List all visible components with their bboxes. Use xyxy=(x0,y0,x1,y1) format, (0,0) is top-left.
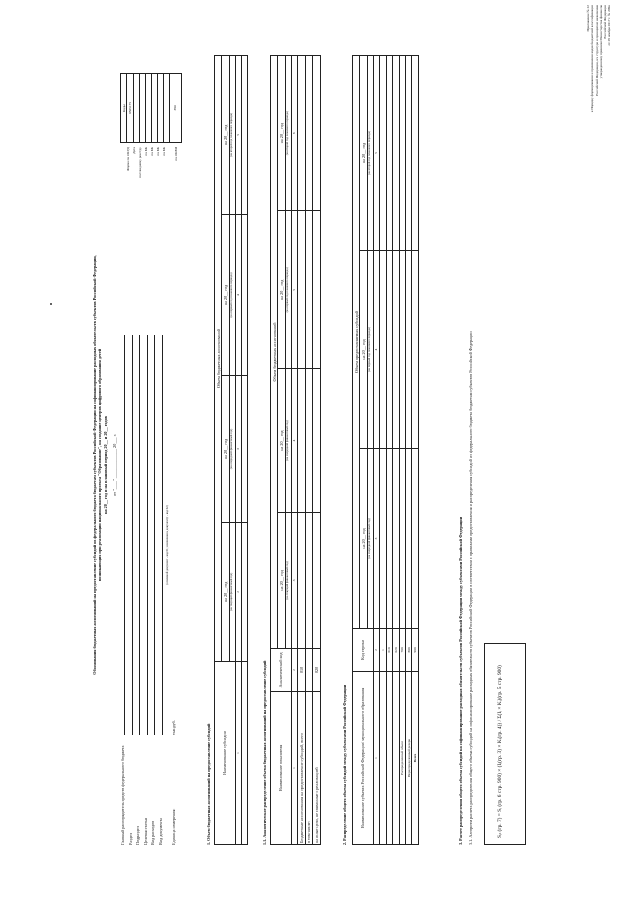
col-header-name: Наименование субъекта Российской Федерации/ муниципального образования xyxy=(353,672,374,845)
fill-line xyxy=(124,335,125,735)
col-number: 3 xyxy=(291,512,297,648)
col-header-code: Код строки xyxy=(353,629,374,672)
section1-title: 1. Объем бюджетных ассигнований на предоставление субсидий xyxy=(206,723,211,845)
header-field-row xyxy=(158,325,166,845)
data-cell xyxy=(412,250,418,448)
codes-row-label: Дата xyxy=(132,147,136,154)
col-number: 4 xyxy=(291,369,297,513)
fill-line xyxy=(154,335,155,735)
period-header: на 20__ год xyxy=(360,449,367,629)
row-name: Распределенный объем xyxy=(399,672,405,845)
period-header: на 20__ год xyxy=(360,56,367,251)
codes-header: Коды xyxy=(121,74,127,143)
col-header-code: Аналитический код xyxy=(271,649,292,692)
data-cell xyxy=(298,512,305,648)
appendix-line: Российской Федерации, их структуре и принципам назначения xyxy=(594,5,599,96)
col-number: 1 xyxy=(235,662,241,845)
data-cell xyxy=(298,56,305,211)
period-sub: (на очередной финансовый год) xyxy=(229,376,235,523)
fill-line xyxy=(162,335,163,735)
row-code: 1 xyxy=(380,629,386,672)
data-cell xyxy=(412,56,418,251)
header-field-row xyxy=(135,325,143,845)
row-code: 900 xyxy=(412,629,418,672)
units-row xyxy=(171,325,179,845)
data-cell xyxy=(313,211,320,369)
col-number: 2 xyxy=(235,522,241,661)
data-cell xyxy=(242,214,248,375)
col-header-name: Наименование субсидии xyxy=(215,662,236,845)
units-label: Единица измерения: xyxy=(171,808,177,845)
formula-box xyxy=(484,643,526,845)
data-cell xyxy=(412,449,418,629)
codes-value: 384 xyxy=(169,74,181,143)
header-field-label: Главный распорядитель средств федерального бюджета xyxy=(120,745,125,845)
col-number: 3 xyxy=(373,449,379,629)
row-code: 010 xyxy=(386,629,392,672)
header-field-row xyxy=(150,325,158,845)
codes-row-label: по БК xyxy=(144,147,148,156)
section11-table xyxy=(270,55,321,845)
codes-row-label: по БК xyxy=(162,147,166,156)
section11-title: 1.1. Аналитическое распределение объема бюджетных ассигнований на предоставление субсидий xyxy=(262,660,267,845)
appendix-number: Приложение № 22 xyxy=(586,5,590,32)
data-cell xyxy=(242,376,248,523)
fill-line xyxy=(139,335,140,735)
appendix-line: от 29 ноября 2017 г. № 209н xyxy=(607,5,612,46)
period-header: на 20__ год xyxy=(278,211,285,369)
period-header: на 20__ год xyxy=(360,250,367,448)
codes-form-label: Форма по ОКУД xyxy=(126,147,130,171)
period-sub: (на очередной финансовый год) xyxy=(285,369,291,513)
codes-row-label: по БК xyxy=(156,147,160,156)
section3-title: 3. Расчет распределения общего объема субсидий на софинансирование расходных обязательств субъектов Российской Федерации между субъектами Российской Федерации xyxy=(458,516,463,845)
period-sub: (на второй год планового периода) xyxy=(285,56,291,211)
col-group-header: Объем предоставляемых субсидий xyxy=(353,56,360,629)
data-cell xyxy=(242,662,248,845)
data-cell xyxy=(305,211,312,369)
scan-mark xyxy=(50,303,52,305)
data-cell xyxy=(305,512,312,648)
data-cell xyxy=(298,211,305,369)
appendix-line: Российской Федерации xyxy=(603,5,607,39)
title-line-2: возникающих при реализации национального проекта "Образование", на создание центров цифрового образования детей xyxy=(97,348,103,582)
col-number: 5 xyxy=(291,211,297,369)
row-name: Нераспределенный резерв xyxy=(406,672,412,845)
document-date: от "____" ______________ 20___ г. xyxy=(112,434,117,496)
title-line-3: на 20__ год и на плановый период 20__ и 20__ годов xyxy=(102,416,108,514)
header-field-row xyxy=(120,325,128,845)
data-cell xyxy=(305,56,312,211)
data-cell xyxy=(313,56,320,211)
col-number: 6 xyxy=(291,56,297,211)
col-group-header: Объем бюджетных ассигнований xyxy=(215,56,222,662)
codes-row-label: по Сводному реестру xyxy=(138,147,142,178)
period-sub: (на первый год планового периода) xyxy=(229,214,235,375)
period-sub: (на текущий финансовый год) xyxy=(229,522,235,661)
header-field-label: Целевая статья xyxy=(142,818,148,845)
codes-row-label: по БК xyxy=(150,147,154,156)
units-value: тыс.руб. xyxy=(171,720,177,735)
period-header: на 20__ год xyxy=(222,56,229,215)
col-number: 1 xyxy=(291,692,297,845)
header-field-row xyxy=(128,325,136,845)
period-header: на 20__ год xyxy=(278,369,285,513)
header-fields xyxy=(120,325,179,845)
appendix-line: утвержденному приказом Министерства финансов xyxy=(598,5,603,79)
col-number: 2 xyxy=(291,649,297,692)
header-field-label: Вид расходов xyxy=(150,820,156,845)
col-header-name: Наименование показателя xyxy=(271,692,292,845)
col-number: 2 xyxy=(373,629,379,672)
period-header: на 20__ год xyxy=(278,56,285,211)
header-field-label: Вид документа xyxy=(157,818,163,845)
appendix-line: к Порядку формирования и применения кодов бюджетной классификации xyxy=(590,5,595,113)
data-cell xyxy=(313,512,320,648)
document-title xyxy=(92,85,108,845)
row-name: Бюджетные ассигнования на предоставление субсидий, всего xyxy=(298,692,305,845)
section3-subtitle: 3.1. Алгоритм расчета распределения общего объема субсидий на софинансирование расходных обязательств субъектов Российской Федерации в соответствии с правилами предоставления и распределения субсидий из федерального бюджета бюджетам субъектов Российской Федерации xyxy=(468,331,473,845)
data-cell xyxy=(242,56,248,215)
data-cell xyxy=(313,369,320,513)
appendix-note xyxy=(586,5,612,205)
row-code: 700 xyxy=(399,629,405,672)
col-number: 5 xyxy=(235,56,241,215)
period-header: на 20__ год xyxy=(222,214,229,375)
row-name: на иные цели, не связанные с реализацией xyxy=(313,692,320,845)
period-header: на 20__ год xyxy=(222,522,229,661)
row-code xyxy=(305,649,312,692)
row-code: 020 xyxy=(393,629,399,672)
period-sub: (на первый год планового периода) xyxy=(367,250,373,448)
period-sub: (на текущий финансовый год) xyxy=(285,512,291,648)
row-code: 020 xyxy=(313,649,320,692)
row-name: Всего xyxy=(412,672,418,845)
row-code: 010 xyxy=(298,649,305,692)
col-number: 4 xyxy=(235,214,241,375)
data-cell xyxy=(298,369,305,513)
col-number: 5 xyxy=(373,56,379,251)
period-sub: (на второй год планового периода) xyxy=(367,56,373,251)
codes-row-label: по ОКЕИ xyxy=(174,147,178,161)
period-header: на 20__ год xyxy=(222,376,229,523)
fill-line xyxy=(132,335,133,735)
fill-line xyxy=(147,335,148,735)
codes-table xyxy=(120,73,182,143)
header-field-row xyxy=(143,325,151,845)
header-field-label: Подраздел xyxy=(135,826,141,845)
col-number: 1 xyxy=(373,672,379,845)
col-number: 3 xyxy=(235,376,241,523)
data-cell xyxy=(305,369,312,513)
row-name: в том числе: xyxy=(305,692,312,845)
codes-labels xyxy=(120,147,180,205)
title-line-1: Обоснования бюджетных ассигнований на предоставление субсидий из федерального бюджета бюджетам субъектов Российской Федерации на софинансирование расходных обязательств субъектов Российской Федерации, xyxy=(92,255,97,675)
period-sub: (на второй год планового периода) xyxy=(229,56,235,215)
col-group-header: Объем бюджетных ассигнований xyxy=(271,56,278,649)
period-header: на 20__ год xyxy=(278,512,285,648)
header-field-label: Раздел xyxy=(127,833,133,845)
doc-type-hint: (основной документ - код 01; изменения к документу - код 02) xyxy=(164,505,169,585)
codes-form-value: 0505175 xyxy=(127,74,133,143)
section1-table xyxy=(214,55,248,845)
col-number: 4 xyxy=(373,250,379,448)
data-cell xyxy=(242,522,248,661)
formula: Sᵢₜ (гр. 7) = Sᵢ (гр. 6 стр. 900) × (Iᵢ(гр. 3) × Kᵢ(гр. 4)) / Σ(Iᵢ × Kᵢ)(гр. 5 стр. 900) xyxy=(497,665,503,838)
period-sub: (на очередной финансовый год) xyxy=(367,449,373,629)
section2-table xyxy=(352,55,419,845)
period-sub: (на первый год планового периода) xyxy=(285,211,291,369)
row-code: 800 xyxy=(406,629,412,672)
section2-title: 2. Распределение общего объема субсидий между субъектами Российской Федерации xyxy=(342,684,347,845)
